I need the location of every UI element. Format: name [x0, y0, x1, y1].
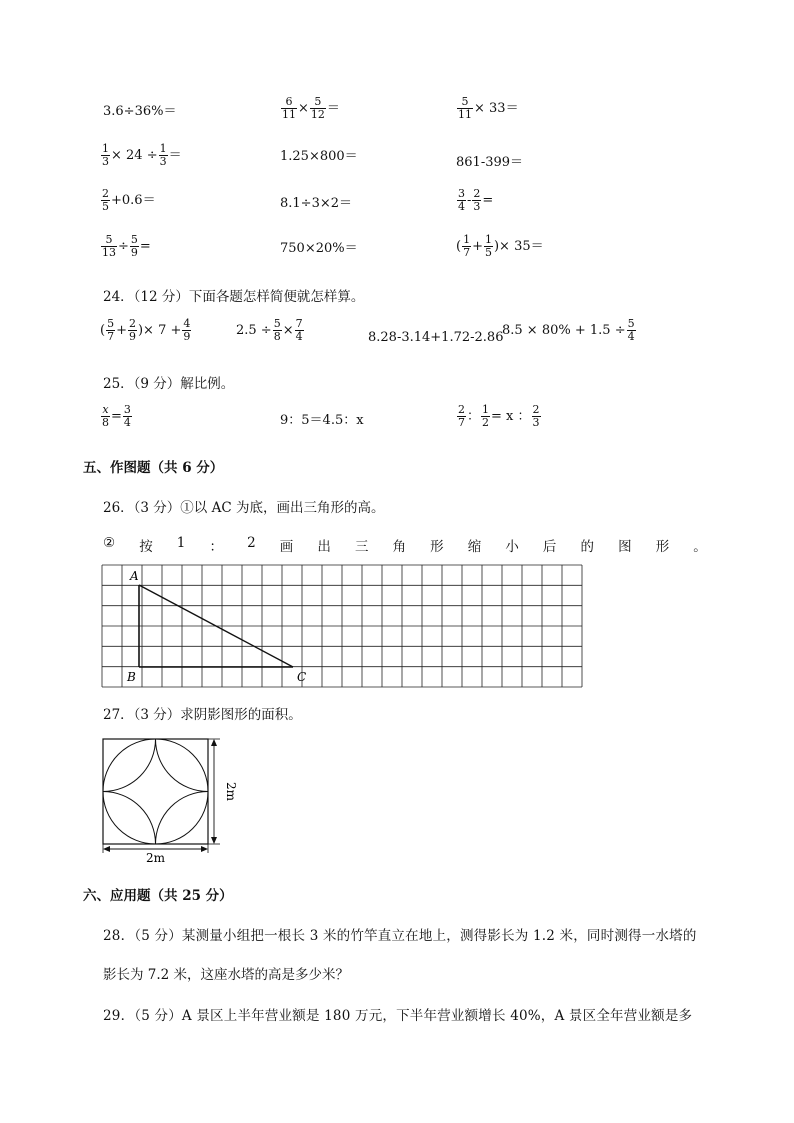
shaded-figure [98, 733, 238, 863]
char-token: 形 [430, 539, 444, 555]
section-6-heading: 六、应用题（共 25 分） [83, 888, 233, 904]
question-28-line-1: 28．（5 分）某测量小组把一根长 3 米的竹竿直立在地上，测得影长为 1.2 米，同时测得一水塔的 [103, 928, 697, 944]
q24-expr-1: ( $\frac{5}{7}$ + $\frac{2}{9}$ )× 7 + $\frac{4}{9}$ [100, 317, 191, 343]
square [103, 739, 208, 844]
question-26-title: 26．（3 分）①以 AC 为底，画出三角形的高。 [103, 500, 385, 516]
calc-r4c1: $\frac{5}{13}$ ÷ $\frac{5}{9}$ = [102, 233, 151, 259]
char-token: 画 [279, 539, 294, 555]
calc-r2c2: 1.25×800＝ [280, 149, 358, 164]
question-24-title: 24．（12 分）下面各题怎样简便就怎样算。 [103, 289, 365, 305]
label-c: C [297, 670, 307, 684]
calc-r3c1: $\frac{2}{5}$ +0.6＝ [102, 187, 156, 213]
calc-r2c1: $\frac{1}{3}$ × 24 ÷ $\frac{1}{3}$ ＝ [102, 142, 182, 168]
char-token: 出 [317, 539, 331, 555]
dimension-label-bottom: 2m [145, 851, 166, 863]
char-token: 角 [392, 539, 407, 555]
calc-r1c2: $\frac{6}{11}$ × $\frac{5}{12}$ ＝ [282, 95, 340, 121]
calc-r1c1: 3.6÷36%＝ [103, 104, 177, 119]
q25-expr-1: $\frac{x}{8}$ = $\frac{3}{4}$ [102, 403, 131, 429]
calc-r4c2: 750×20%＝ [280, 241, 358, 256]
q24-expr-2: 2.5 ÷ $\frac{5}{8}$ × $\frac{7}{4}$ [236, 317, 303, 343]
char-token: 2 [247, 535, 256, 551]
section-5-heading: 五、作图题（共 6 分） [83, 460, 224, 476]
char-token: 1 [176, 535, 186, 551]
char-token: 小 [505, 539, 519, 555]
quarter-arc [156, 739, 209, 792]
calc-r4c3: ( $\frac{1}{7}$ + $\frac{1}{5}$ )× 35＝ [456, 233, 544, 259]
char-token: ： [209, 539, 223, 555]
char-token: 。 [693, 539, 707, 555]
quarter-arc [156, 792, 209, 845]
question-28-line-2: 影长为 7.2 米，这座水塔的高是多少米？ [103, 967, 350, 983]
question-25-title: 25．（9 分）解比例。 [103, 376, 235, 392]
label-b: B [127, 670, 136, 684]
dimension-label-right: 2m [224, 781, 238, 802]
calc-r1c3: $\frac{5}{11}$ × 33＝ [458, 95, 519, 121]
char-token: 按 [139, 539, 153, 555]
question-27-title: 27．（3 分）求阴影图形的面积。 [103, 707, 302, 723]
q25-expr-3: $\frac{2}{7}$ ： $\frac{1}{2}$ = x ： $\frac{2}{3}$ [458, 403, 540, 429]
grid-triangle-figure [100, 563, 585, 693]
q25-expr-2: 9：5＝4.5：x [280, 413, 364, 428]
calc-r3c3: $\frac{3}{4}$ - $\frac{2}{3}$ = [458, 187, 494, 213]
char-token: 三 [354, 539, 369, 555]
label-a: A [130, 569, 139, 583]
char-token: 后 [542, 539, 557, 555]
q24-expr-3: 8.28-3.14+1.72-2.86 [368, 330, 504, 345]
question-29-line-1: 29．（5 分）A 景区上半年营业额是 180 万元，下半年营业额增长 40%，A 景区全年营业额是多 [103, 1008, 693, 1024]
quarter-arc [103, 792, 156, 845]
quarter-arc [103, 739, 156, 792]
char-token: 的 [580, 539, 595, 555]
calc-r2c3: 861-399＝ [456, 155, 524, 170]
char-token: 形 [655, 539, 670, 555]
char-token: ② [103, 535, 116, 551]
question-26-line-2 [103, 535, 707, 555]
calc-r3c2: 8.1÷3×2＝ [280, 196, 353, 211]
q24-expr-4: 8.5 × 80% + 1.5 ÷ $\frac{5}{4}$ [502, 317, 635, 343]
char-token: 缩 [467, 539, 482, 555]
char-token: 图 [618, 539, 632, 555]
